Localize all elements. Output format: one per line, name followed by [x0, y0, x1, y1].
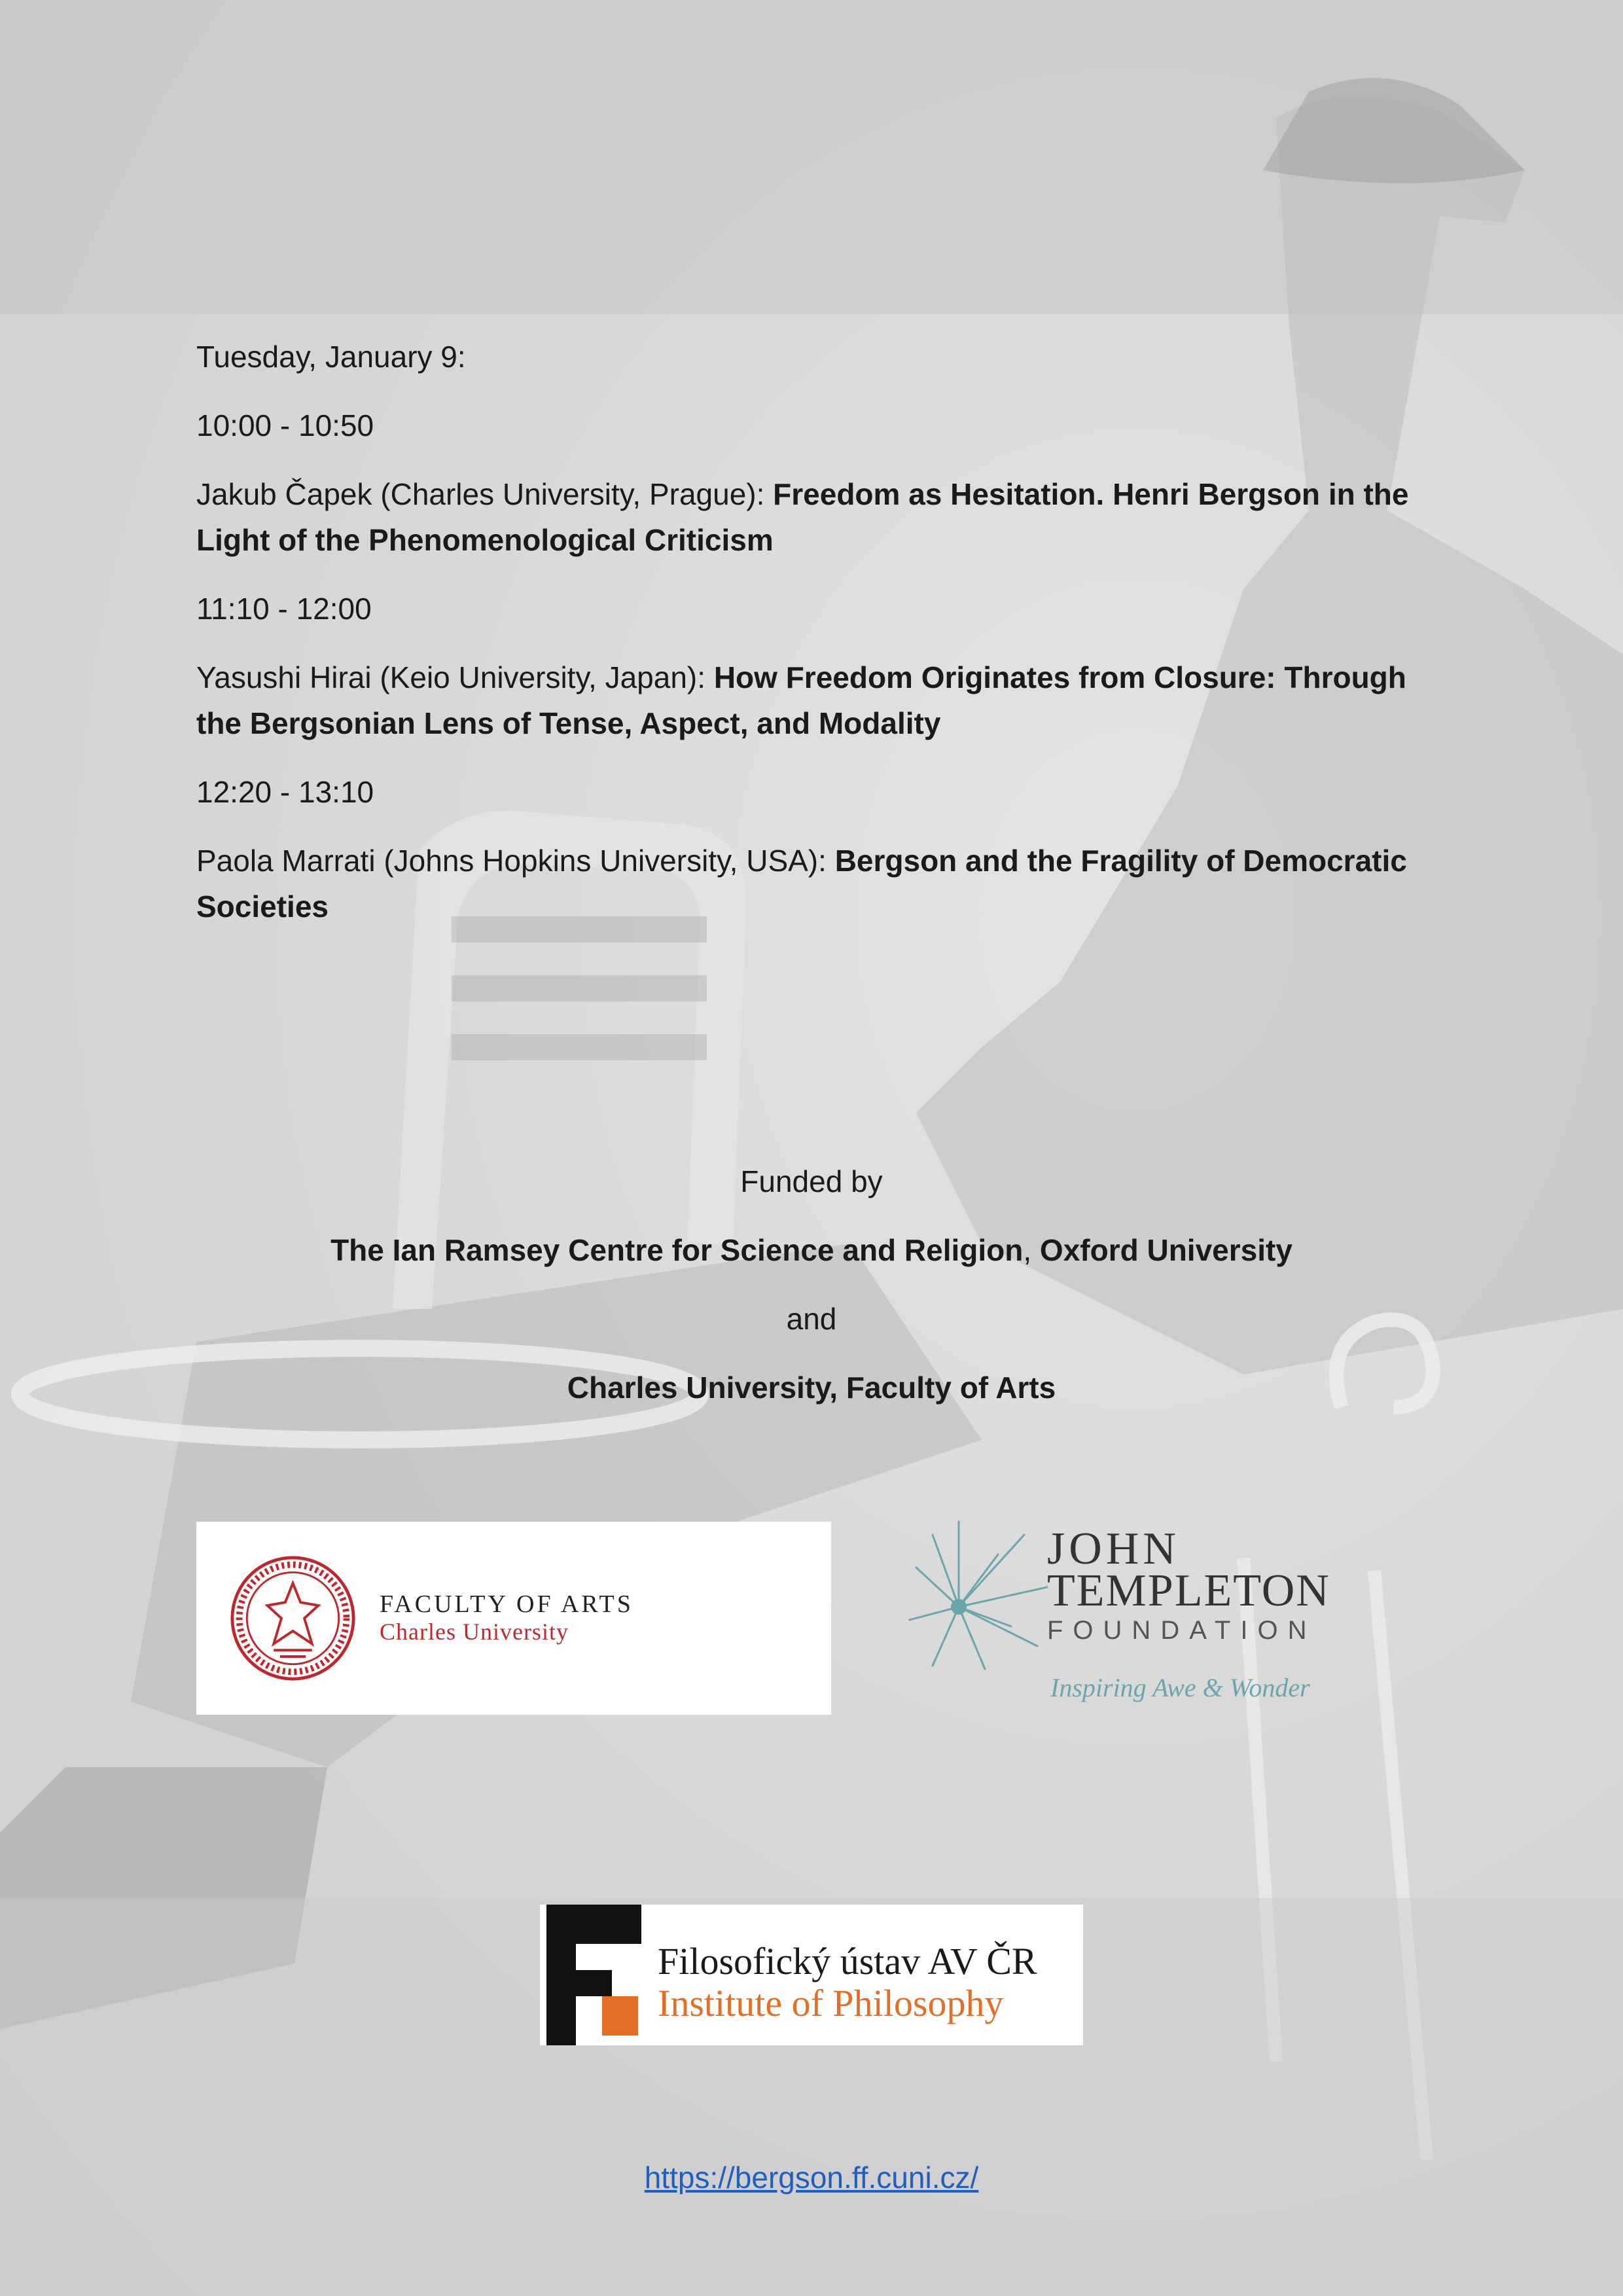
institute-name-czech: Filosofický ústav AV ČR — [658, 1940, 1037, 1982]
john-templeton-logo — [906, 1509, 1404, 1718]
website-link[interactable]: https://bergson.ff.cuni.cz/ — [644, 2161, 979, 2195]
talk-2-speaker: Yasushi Hirai (Keio University, Japan): — [196, 660, 714, 694]
john-templeton-text — [1047, 1524, 1330, 1649]
talk-1 — [196, 471, 1440, 563]
funder-1-separator: , — [1023, 1233, 1040, 1267]
institute-name-english: Institute of Philosophy — [658, 1982, 1004, 2024]
institute-f-mark-icon — [540, 1905, 645, 2045]
talk-1-speaker: Jakub Čapek (Charles University, Prague): — [196, 477, 774, 511]
john-templeton-line3: FOUNDATION — [1047, 1616, 1317, 1645]
talk-1-title: Freedom as Hesitation. Henri Bergson in the Light of the Phenomenological Criticism — [196, 477, 1409, 557]
talk-2-title: How Freedom Originates from Closure: Through the Bergsonian Lens of Tense, Aspect, and Modality — [196, 660, 1406, 740]
funder-2 — [0, 1365, 1623, 1410]
starburst-icon — [906, 1515, 1057, 1672]
website-link-row — [0, 2155, 1623, 2200]
talk-3-title: Bergson and the Fragility of Democratic Societies — [196, 844, 1407, 924]
talk-1-time: 10:00 - 10:50 — [196, 408, 374, 442]
talk-3-time: 12:20 - 13:10 — [196, 775, 374, 809]
funder-1-university: Oxford University — [1039, 1233, 1293, 1267]
institute-of-philosophy-logo — [540, 1905, 1083, 2045]
funded-by: Funded by — [740, 1164, 883, 1198]
faculty-of-arts-title: FACULTY OF ARTS — [380, 1590, 633, 1618]
john-templeton-tagline: Inspiring Awe & Wonder — [1050, 1673, 1310, 1702]
faculty-of-arts-text — [380, 1590, 633, 1645]
john-templeton-line2: TEMPLETON — [1047, 1566, 1330, 1616]
charles-university-seal-icon — [229, 1554, 357, 1682]
talk-3-speaker: Paola Marrati (Johns Hopkins University, USA): — [196, 844, 835, 878]
funder-2-name: Charles University, Faculty of Arts — [567, 1371, 1056, 1405]
funder-1-centre: The Ian Ramsey Centre for Science and Religion — [330, 1233, 1024, 1267]
institute-of-philosophy-text — [658, 1941, 1037, 2024]
talk-2-time: 11:10 - 12:00 — [196, 592, 372, 626]
program-day: Tuesday, January 9: — [196, 340, 466, 374]
funder-1 — [0, 1227, 1623, 1273]
john-templeton-line1: JOHN — [1047, 1524, 1180, 1574]
faculty-of-arts-logo — [196, 1522, 831, 1715]
talk-2 — [196, 655, 1440, 746]
faculty-of-arts-subtitle: Charles University — [380, 1619, 569, 1645]
funding-and: and — [786, 1302, 837, 1336]
talk-3 — [196, 838, 1440, 929]
